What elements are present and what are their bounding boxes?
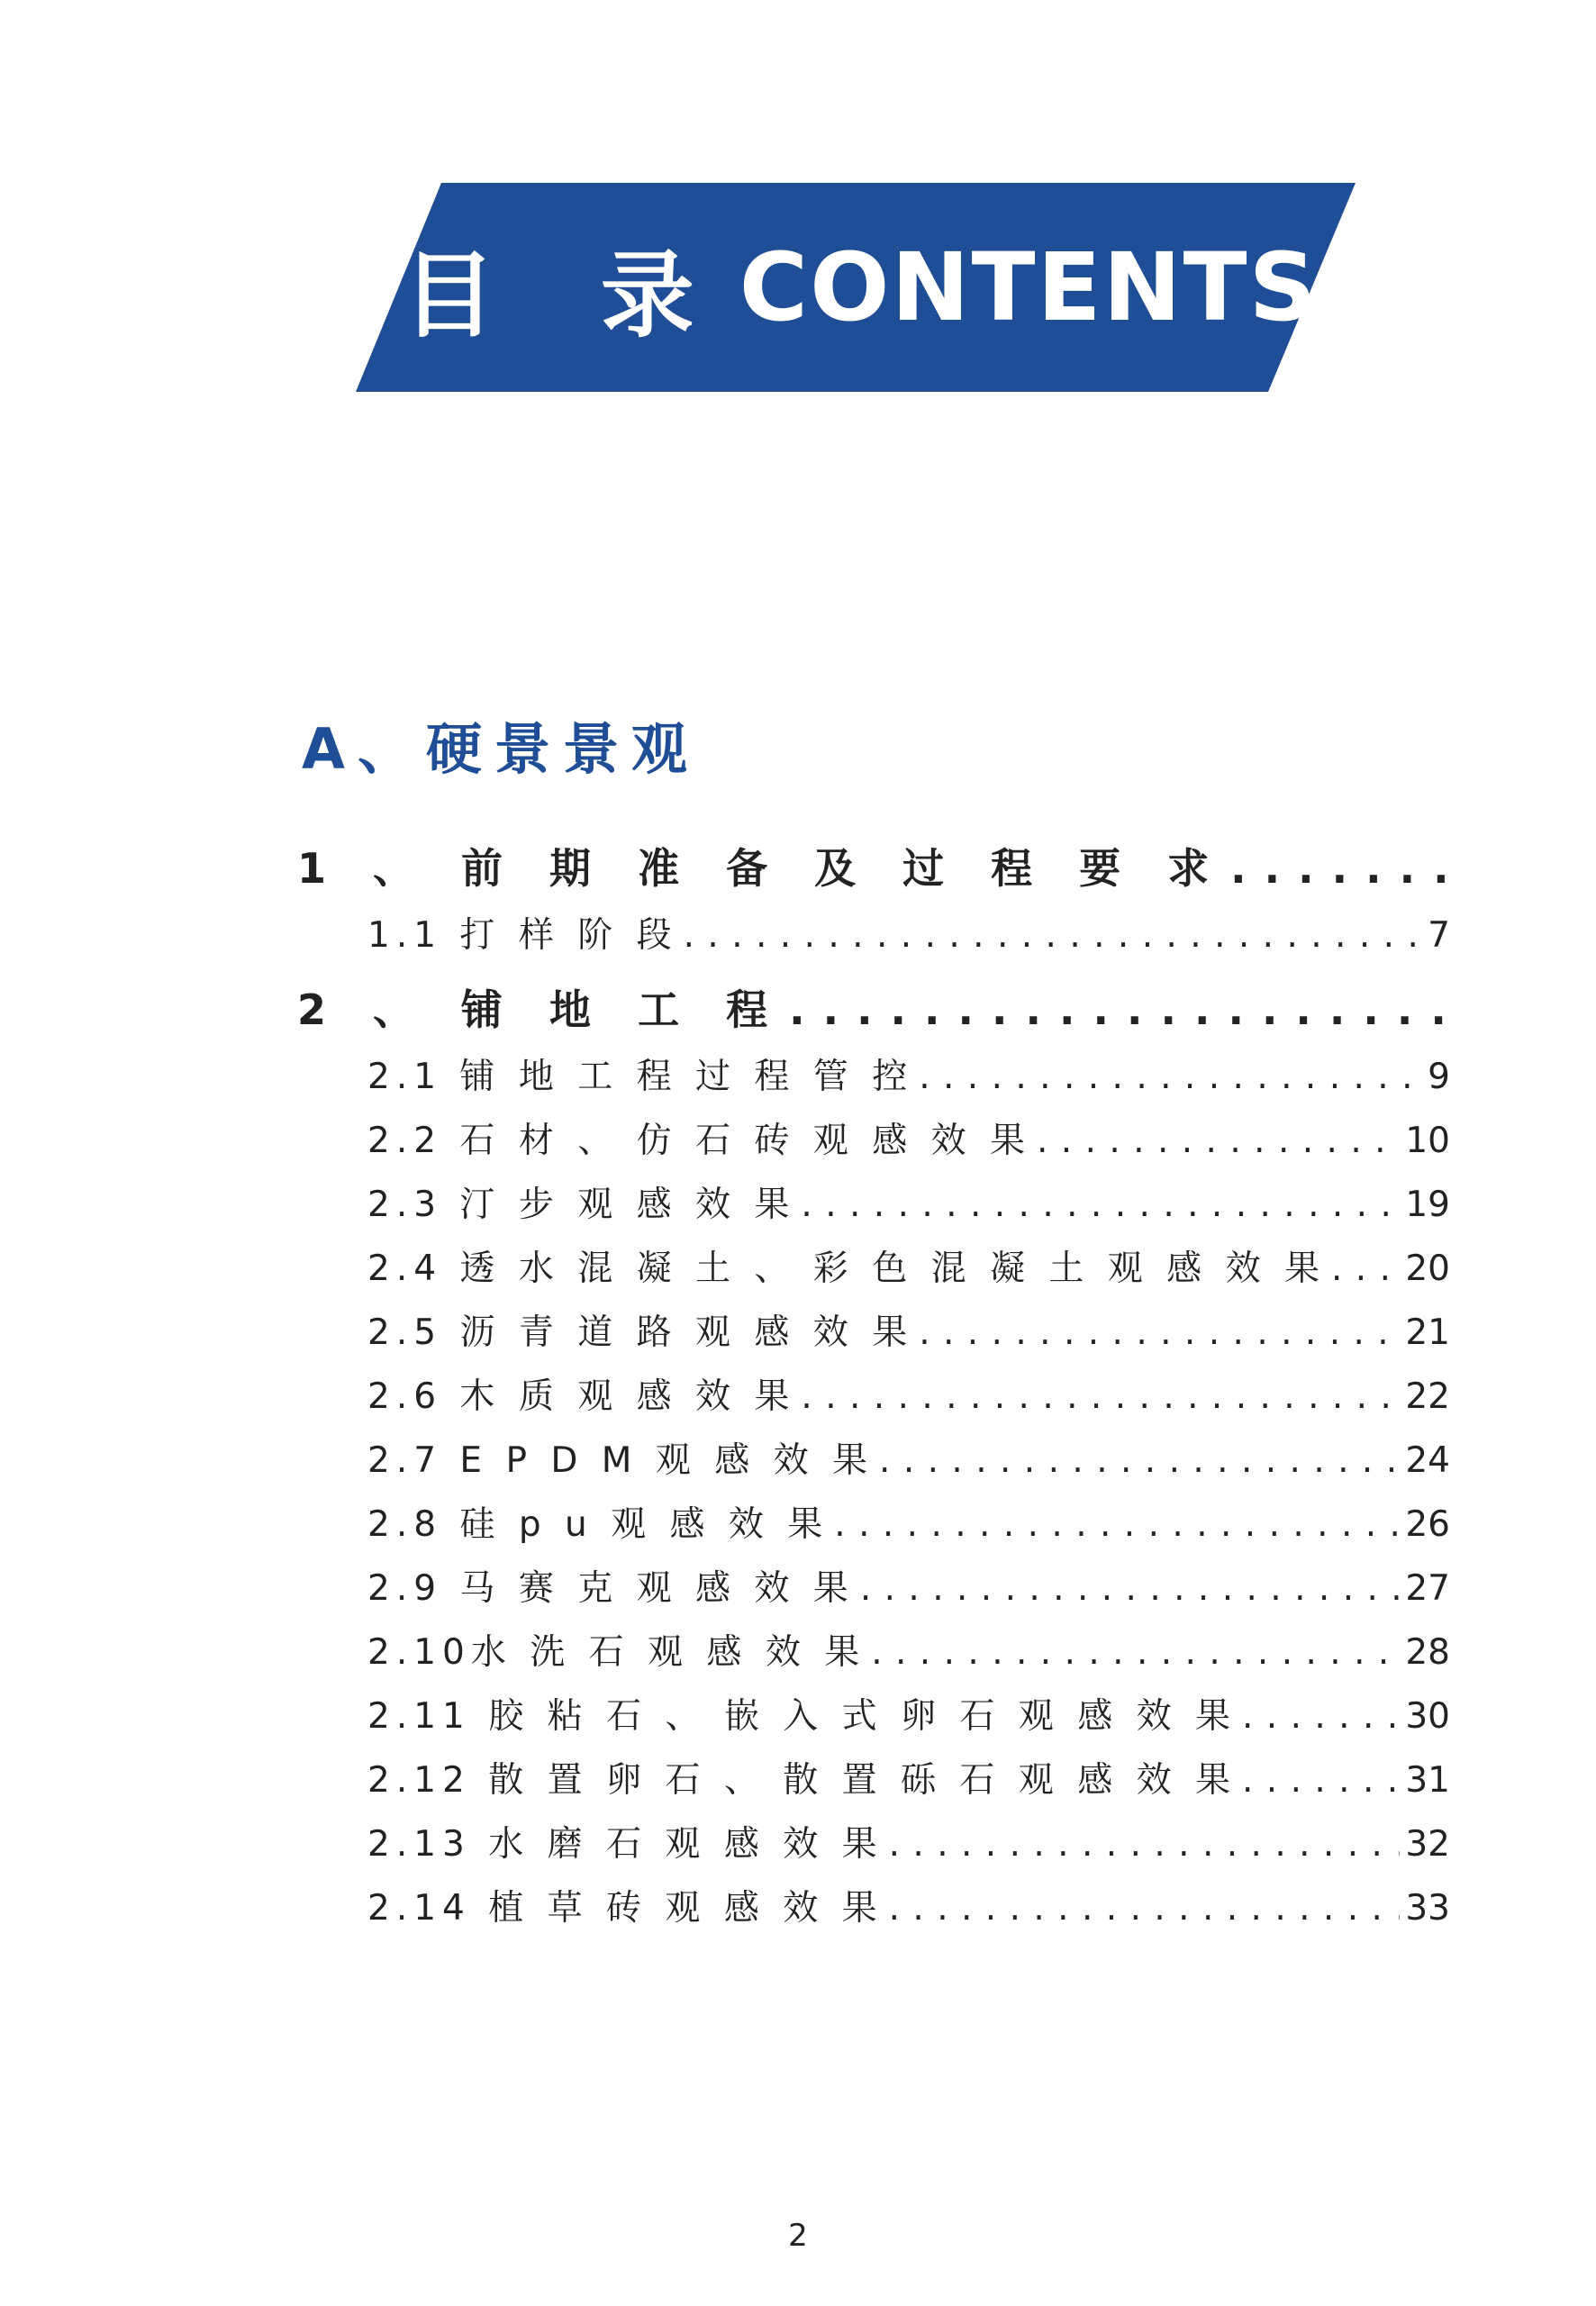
toc-page-number: 21 — [1405, 1312, 1450, 1353]
toc-leader-dots — [919, 1301, 1400, 1365]
banner-title-en: CONTENTS — [739, 232, 1319, 342]
toc-item-1-1[interactable] — [297, 903, 1450, 967]
toc-item-2-8[interactable] — [297, 1493, 1450, 1557]
toc-chapter-2[interactable] — [297, 975, 1450, 1045]
toc-page-number: 30 — [1405, 1696, 1450, 1737]
toc-item-label: 2.14 植 草 砖 观 感 效 果 — [367, 1888, 884, 1929]
banner-title — [402, 183, 1319, 392]
toc-leader-dots — [1331, 1237, 1400, 1301]
toc-leader-dots — [1230, 833, 1445, 903]
toc-leader-dots — [879, 1429, 1400, 1493]
toc-page-number: 27 — [1405, 1568, 1450, 1609]
footer-page-number: 2 — [788, 2218, 808, 2254]
toc-page-number: 19 — [1405, 1185, 1450, 1225]
toc-page-number: 32 — [1405, 1824, 1450, 1865]
toc-leader-dots — [860, 1557, 1401, 1621]
toc-item-2-6[interactable] — [297, 1365, 1450, 1429]
toc-item-label: 2.1 铺 地 工 程 过 程 管 控 — [367, 1057, 914, 1097]
toc-page-number: 33 — [1405, 1888, 1450, 1929]
toc-item-2-7[interactable] — [297, 1429, 1450, 1493]
toc-item-label: 2.7 E P D M 观 感 效 果 — [367, 1440, 875, 1481]
toc-leader-dots — [871, 1621, 1400, 1684]
toc-page-number: 7 — [1428, 915, 1450, 956]
toc-item-2-13[interactable] — [297, 1812, 1450, 1876]
toc-item-label: 2.2 石 材 、 仿 石 砖 观 感 效 果 — [367, 1121, 1031, 1161]
toc-page-number: 28 — [1405, 1632, 1450, 1673]
toc-leader-dots — [889, 1876, 1401, 1940]
toc-page-number: 20 — [1405, 1248, 1450, 1289]
table-of-contents — [297, 833, 1450, 1940]
toc-page-number: 26 — [1405, 1504, 1450, 1545]
toc-item-2-11[interactable] — [297, 1684, 1450, 1748]
toc-leader-dots — [1242, 1748, 1400, 1812]
toc-item-label: 2.4 透 水 混 凝 土 、 彩 色 混 凝 土 观 感 效 果 — [367, 1248, 1326, 1289]
toc-leader-dots — [1037, 1109, 1400, 1173]
banner-title-cn: 目 录 — [402, 241, 730, 350]
toc-leader-dots — [889, 1812, 1401, 1876]
toc-item-2-9[interactable] — [297, 1557, 1450, 1621]
toc-item-label: 2.10水 洗 石 观 感 效 果 — [367, 1632, 866, 1673]
toc-leader-dots — [789, 975, 1445, 1045]
toc-item-label: 2.12 散 置 卵 石 、 散 置 砾 石 观 感 效 果 — [367, 1760, 1237, 1801]
toc-item-2-2[interactable] — [297, 1109, 1450, 1173]
toc-leader-dots — [1242, 1684, 1400, 1748]
toc-item-label: 1.1 打 样 阶 段 — [367, 915, 678, 956]
toc-item-2-1[interactable] — [297, 1045, 1450, 1109]
toc-item-label: 2.13 水 磨 石 观 感 效 果 — [367, 1824, 884, 1865]
toc-page-number: 24 — [1405, 1440, 1450, 1481]
toc-item-label: 2.6 木 质 观 感 效 果 — [367, 1376, 796, 1417]
toc-leader-dots — [834, 1493, 1400, 1557]
toc-leader-dots — [684, 903, 1423, 967]
toc-leader-dots — [919, 1045, 1422, 1109]
toc-page-number: 10 — [1405, 1121, 1450, 1161]
toc-item-2-3[interactable] — [297, 1173, 1450, 1237]
toc-item-2-10[interactable] — [297, 1621, 1450, 1684]
toc-chapter-label: 1 、 前 期 准 备 及 过 程 要 求 — [297, 844, 1226, 893]
toc-leader-dots — [801, 1365, 1400, 1429]
toc-page-number: 31 — [1405, 1760, 1450, 1801]
toc-item-2-4[interactable] — [297, 1237, 1450, 1301]
toc-item-label: 2.8 硅 p u 观 感 效 果 — [367, 1504, 830, 1545]
toc-item-2-14[interactable] — [297, 1876, 1450, 1940]
toc-item-2-5[interactable] — [297, 1301, 1450, 1365]
section-heading: A、硬景景观 — [302, 716, 700, 782]
toc-item-label: 2.9 马 赛 克 观 感 效 果 — [367, 1568, 855, 1609]
toc-page-number: 9 — [1428, 1057, 1450, 1097]
toc-item-label: 2.5 沥 青 道 路 观 感 效 果 — [367, 1312, 914, 1353]
toc-chapter-1[interactable] — [297, 833, 1450, 903]
contents-banner — [356, 183, 1356, 392]
toc-item-2-12[interactable] — [297, 1748, 1450, 1812]
toc-page-number: 22 — [1405, 1376, 1450, 1417]
toc-item-label: 2.3 汀 步 观 感 效 果 — [367, 1185, 796, 1225]
toc-chapter-label: 2 、 铺 地 工 程 — [297, 985, 784, 1034]
toc-leader-dots — [801, 1173, 1400, 1237]
toc-item-label: 2.11 胶 粘 石 、 嵌 入 式 卵 石 观 感 效 果 — [367, 1696, 1237, 1737]
